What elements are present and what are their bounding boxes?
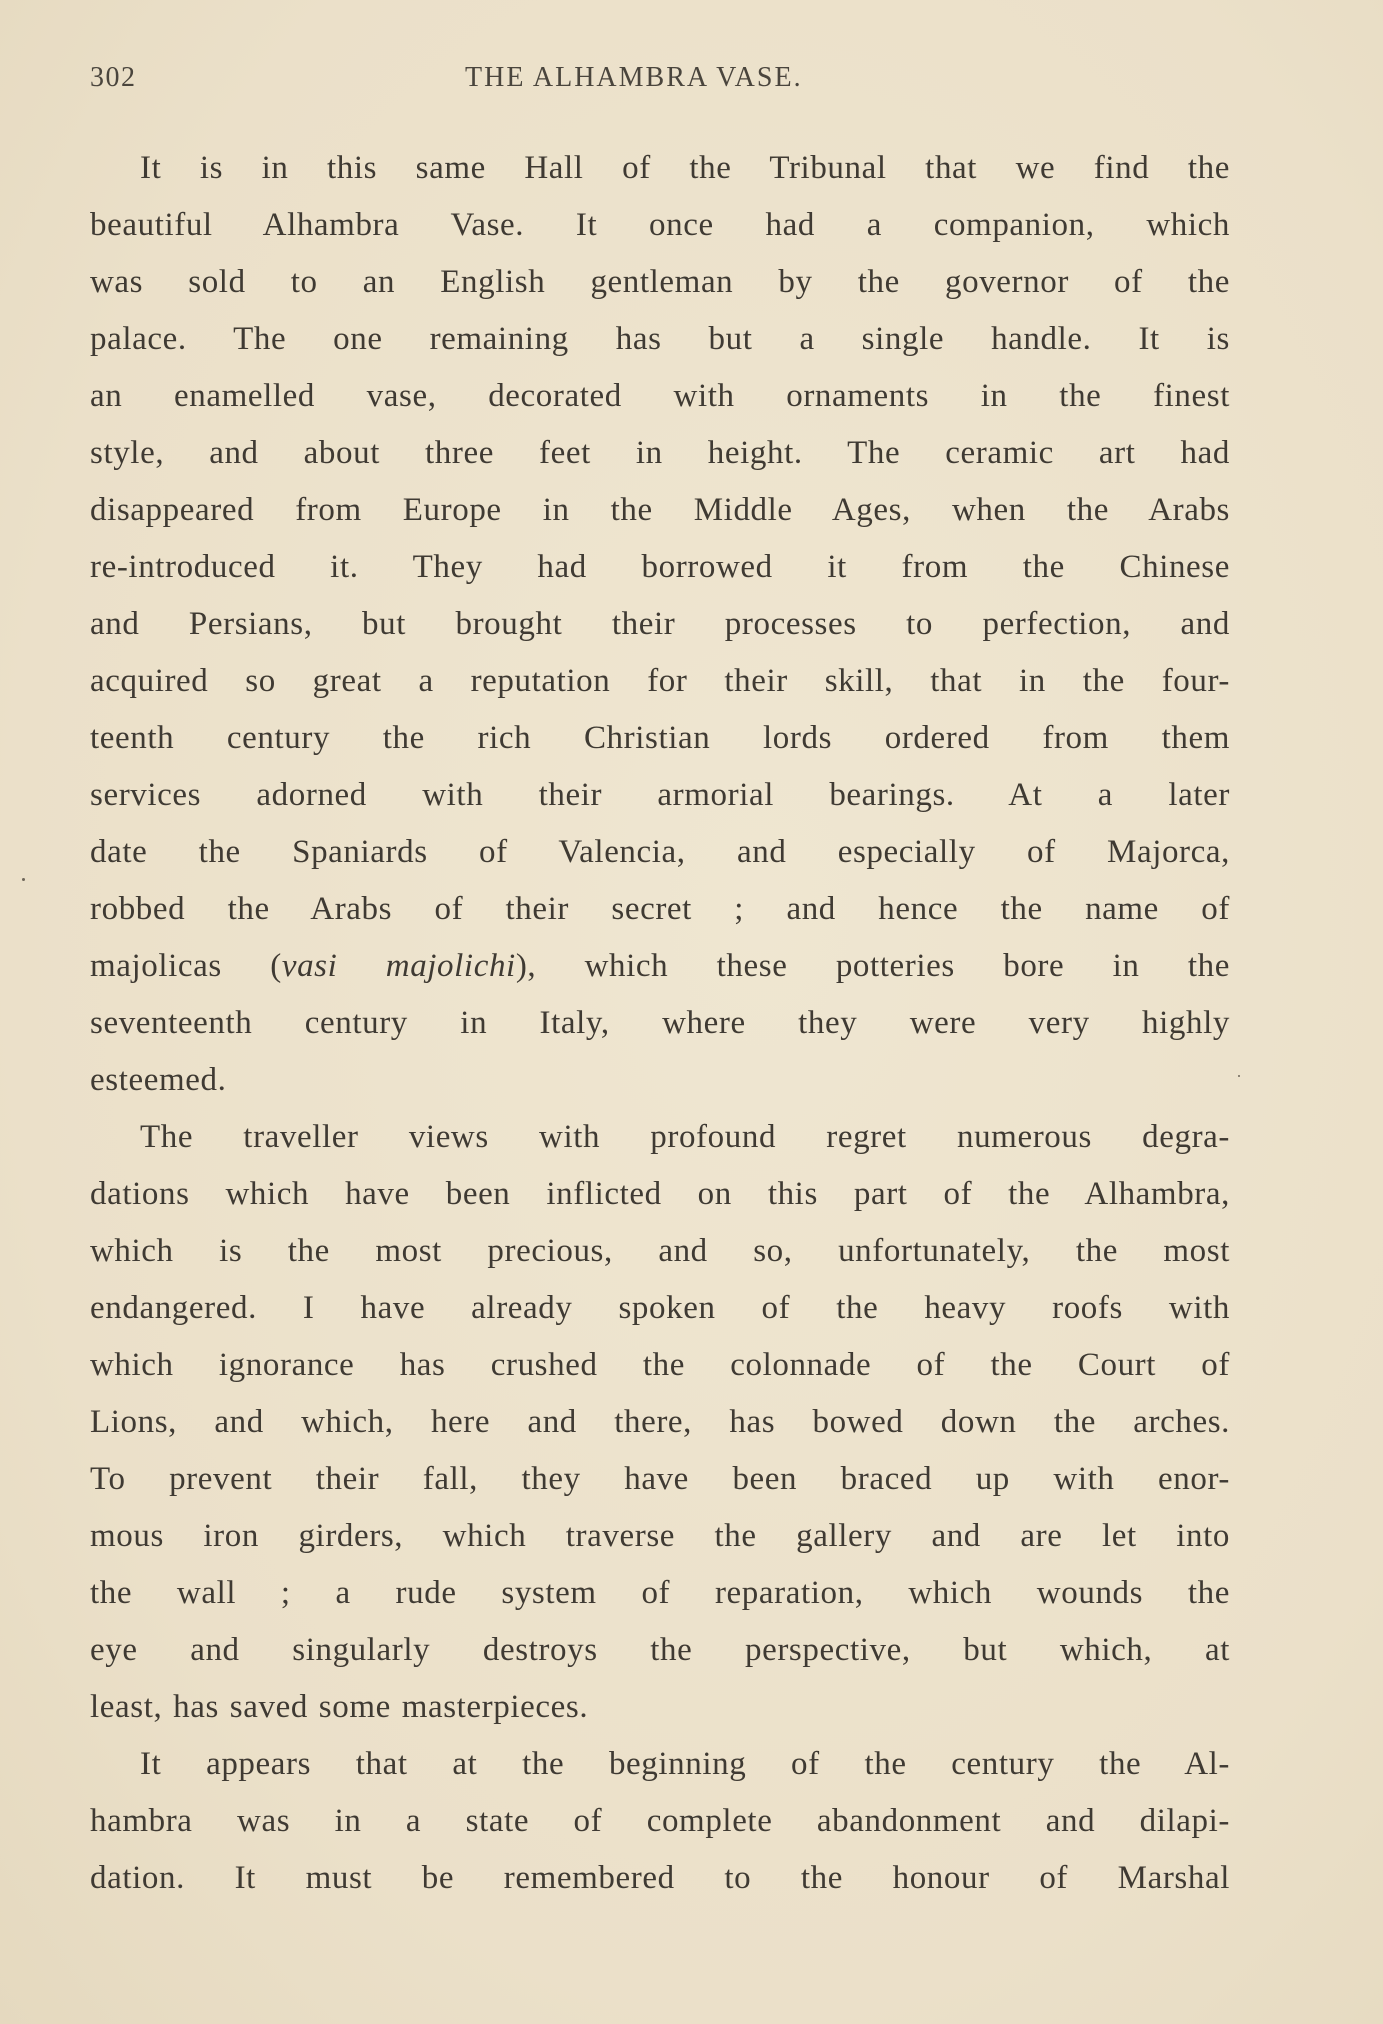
text-line: an enamelled vase, decorated with ornaments in the finest	[90, 378, 1230, 414]
paragraph-2	[90, 1109, 1230, 1736]
page-number: 302	[90, 62, 137, 93]
text-line: teenth century the rich Christian lords ordered from them	[90, 720, 1230, 756]
text-line: style, and about three feet in height. The ceramic art had	[90, 435, 1230, 471]
text-line: eye and singularly destroys the perspective, but which, at	[90, 1632, 1230, 1668]
text-fragment: majolicas (	[90, 948, 282, 984]
text-line: least, has saved some masterpieces.	[90, 1689, 589, 1725]
paper-speck	[1238, 1075, 1240, 1077]
text-line: robbed the Arabs of their secret ; and hence the name of	[90, 891, 1230, 927]
text-line: beautiful Alhambra Vase. It once had a companion, which	[90, 207, 1230, 243]
running-title: THE ALHAMBRA VASE.	[465, 62, 803, 93]
text-line: endangered. I have already spoken of the heavy roofs with	[90, 1290, 1230, 1326]
text-line: re-introduced it. They had borrowed it from the Chinese	[90, 549, 1230, 585]
paper-speck	[22, 878, 25, 881]
text-line: hambra was in a state of complete abandonment and dilapi-	[90, 1803, 1230, 1839]
text-line: disappeared from Europe in the Middle Ages, when the Arabs	[90, 492, 1230, 528]
text-line: was sold to an English gentleman by the governor of the	[90, 264, 1230, 300]
text-line: dation. It must be remembered to the honour of Marshal	[90, 1860, 1230, 1896]
text-line: which is the most precious, and so, unfortunately, the most	[90, 1233, 1230, 1269]
body-text	[90, 140, 1230, 1907]
text-line: dations which have been inflicted on this part of the Alhambra,	[90, 1176, 1230, 1212]
text-line: services adorned with their armorial bearings. At a later	[90, 777, 1230, 813]
text-line: palace. The one remaining has but a single handle. It is	[90, 321, 1230, 357]
text-line-with-italic	[90, 938, 1230, 995]
text-line: acquired so great a reputation for their skill, that in the four-	[90, 663, 1230, 699]
text-line: and Persians, but brought their processes to perfection, and	[90, 606, 1230, 642]
text-line: The traveller views with profound regret numerous degra-	[140, 1119, 1230, 1155]
text-line: mous iron girders, which traverse the gallery and are let into	[90, 1518, 1230, 1554]
text-line: To prevent their fall, they have been braced up with enor-	[90, 1461, 1230, 1497]
italic-term: vasi majolichi	[281, 948, 516, 984]
text-line: It appears that at the beginning of the century the Al-	[140, 1746, 1230, 1782]
text-line: esteemed.	[90, 1062, 227, 1098]
running-head	[90, 62, 1230, 102]
text-line: Lions, and which, here and there, has bowed down the arches.	[90, 1404, 1230, 1440]
text-line: which ignorance has crushed the colonnade of the Court of	[90, 1347, 1230, 1383]
text-line: the wall ; a rude system of reparation, which wounds the	[90, 1575, 1230, 1611]
text-line: seventeenth century in Italy, where they were very highly	[90, 1005, 1230, 1041]
paragraph-3	[90, 1736, 1230, 1907]
text-line: It is in this same Hall of the Tribunal that we find the	[140, 150, 1230, 186]
paragraph-1	[90, 140, 1230, 1109]
text-line: date the Spaniards of Valencia, and especially of Majorca,	[90, 834, 1230, 870]
text-fragment: ), which these potteries bore in the	[515, 948, 1230, 984]
